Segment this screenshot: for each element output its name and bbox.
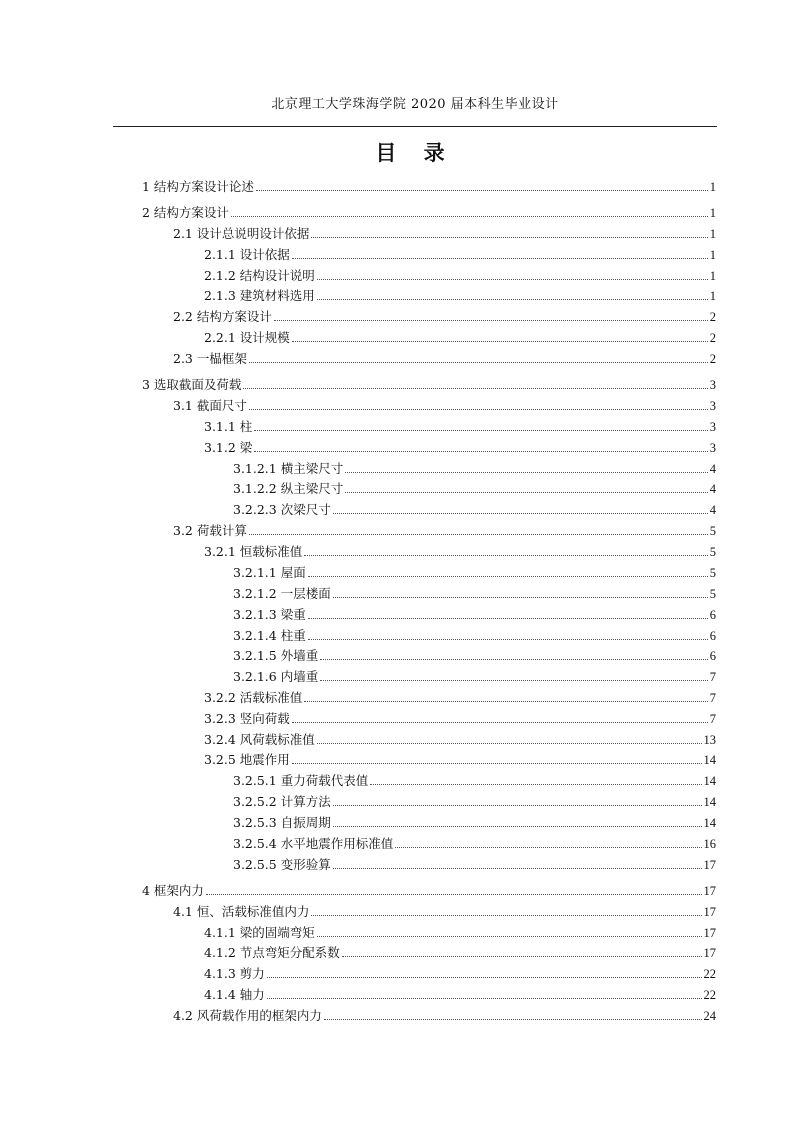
toc-entry-label: 3.1.2.2 纵主梁尺寸 (233, 481, 344, 496)
toc-entry[interactable] (233, 648, 716, 664)
toc-entry-page: 2 (709, 352, 716, 366)
toc-entry[interactable] (204, 268, 716, 284)
toc-entry-label: 3.2.3 竖向荷载 (204, 711, 290, 726)
dot-leader (254, 430, 707, 431)
toc-entry[interactable] (204, 330, 716, 346)
dot-leader (320, 680, 708, 681)
dot-leader (333, 597, 708, 598)
toc-entry[interactable] (204, 987, 716, 1003)
dot-leader (274, 320, 708, 321)
dot-leader (267, 977, 702, 978)
dot-leader (311, 237, 707, 238)
dot-leader (395, 847, 701, 848)
toc-entry-label: 2.2.1 设计规模 (204, 330, 290, 345)
toc-entry[interactable] (173, 351, 716, 367)
toc-entry-page: 7 (709, 712, 716, 726)
toc-entry-label: 3.2.4 风荷载标准值 (204, 732, 315, 747)
toc-entry-page: 1 (709, 206, 716, 220)
toc-entry-page: 5 (709, 545, 716, 559)
toc-entry-label: 3.1.2 梁 (204, 440, 253, 455)
toc-entry-page: 1 (709, 289, 716, 303)
toc-entry-label: 3.2.2.3 次梁尺寸 (233, 502, 331, 517)
toc-entry-page: 22 (703, 967, 716, 981)
toc-entry[interactable] (233, 836, 716, 852)
dot-leader (304, 555, 707, 556)
toc-entry-page: 6 (709, 629, 716, 643)
toc-entry[interactable] (204, 440, 716, 456)
toc-entry-label: 3.2.1.6 内墙重 (233, 669, 319, 684)
toc-entry-page: 17 (703, 946, 716, 960)
dot-leader (249, 362, 708, 363)
dot-leader (231, 216, 708, 217)
toc-entry-label: 3.2.5.2 计算方法 (233, 794, 331, 809)
toc-entry-label: 4.1.3 剪力 (204, 966, 265, 981)
toc-entry-page: 2 (709, 331, 716, 345)
toc-entry[interactable] (142, 883, 716, 899)
dot-leader (206, 894, 702, 895)
toc-entry-page: 22 (703, 988, 716, 1002)
toc-entry[interactable] (233, 815, 716, 831)
dot-leader (243, 388, 707, 389)
dot-leader (342, 956, 702, 957)
dot-leader (304, 701, 707, 702)
toc-entry[interactable] (233, 461, 716, 477)
toc-entry-label: 3.1.1 柱 (204, 419, 253, 434)
toc-entry[interactable] (142, 377, 716, 393)
toc-entry[interactable] (233, 669, 716, 685)
toc-entry-page: 17 (703, 858, 716, 872)
toc-entry-page: 4 (709, 482, 716, 496)
dot-leader (345, 492, 708, 493)
dot-leader (308, 639, 708, 640)
toc-entry-label: 3.2.5.4 水平地震作用标准值 (233, 836, 394, 851)
toc-entry[interactable] (233, 565, 716, 581)
toc-entry[interactable] (173, 1008, 716, 1024)
toc-entry-page: 6 (709, 649, 716, 663)
dot-leader (249, 409, 708, 410)
dot-leader (292, 341, 708, 342)
toc-entry-page: 4 (709, 503, 716, 517)
dot-leader (333, 868, 702, 869)
toc-entry[interactable] (233, 794, 716, 810)
toc-entry[interactable] (173, 309, 716, 325)
toc-entry-page: 3 (709, 420, 716, 434)
dot-leader (317, 743, 702, 744)
toc-entry[interactable] (204, 247, 716, 263)
toc-entry-page: 1 (709, 180, 716, 194)
toc-entry-label: 3.2.1.2 一层楼面 (233, 586, 331, 601)
dot-leader (267, 998, 702, 999)
dot-leader (317, 936, 702, 937)
toc-entry-label: 4.1.2 节点弯矩分配系数 (204, 945, 340, 960)
dot-leader (254, 451, 707, 452)
toc-entry-label: 1 结构方案设计论述 (142, 179, 254, 194)
dot-leader (292, 258, 708, 259)
toc-entry[interactable] (173, 904, 716, 920)
dot-leader (249, 534, 708, 535)
toc-entry[interactable] (142, 179, 716, 195)
dot-leader (308, 576, 708, 577)
toc-entry-page: 5 (709, 524, 716, 538)
toc-entry-label: 3.1 截面尺寸 (173, 398, 247, 413)
dot-leader (370, 784, 701, 785)
toc-entry-page: 14 (703, 774, 716, 788)
toc-entry[interactable] (173, 523, 716, 539)
toc-entry-label: 3 选取截面及荷载 (142, 377, 242, 392)
toc-entry-label: 3.2.1.5 外墙重 (233, 648, 319, 663)
toc-entry-page: 3 (709, 441, 716, 455)
toc-entry-label: 3.2 荷载计算 (173, 523, 247, 538)
header-rule (113, 126, 717, 127)
toc-entry-label: 2.3 一榀框架 (173, 351, 247, 366)
toc-entry-label: 3.1.2.1 横主梁尺寸 (233, 461, 344, 476)
toc-entry-page: 1 (709, 227, 716, 241)
toc-entry-page: 13 (703, 733, 716, 747)
toc-entry-page: 14 (703, 753, 716, 767)
toc-entry[interactable] (204, 925, 716, 941)
toc-entry-label: 3.2.1.3 梁重 (233, 607, 306, 622)
toc-entry[interactable] (233, 773, 716, 789)
toc-entry[interactable] (204, 732, 716, 748)
toc-entry[interactable] (204, 966, 716, 982)
toc-entry-label: 2.1.3 建筑材料选用 (204, 288, 315, 303)
toc-entry-page: 6 (709, 608, 716, 622)
toc-entry[interactable] (142, 205, 716, 221)
toc-entry-page: 1 (709, 269, 716, 283)
toc-entry-page: 1 (709, 248, 716, 262)
toc-entry-label: 3.2.5.5 变形验算 (233, 857, 331, 872)
dot-leader (317, 299, 708, 300)
dot-leader (333, 826, 702, 827)
dot-leader (320, 659, 708, 660)
toc-entry-page: 5 (709, 566, 716, 580)
toc-entry-label: 3.2.5 地震作用 (204, 752, 290, 767)
toc-entry-page: 17 (703, 884, 716, 898)
dot-leader (333, 805, 702, 806)
toc-entry-label: 4.2 风荷载作用的框架内力 (173, 1008, 322, 1023)
dot-leader (345, 472, 708, 473)
dot-leader (311, 915, 701, 916)
toc-entry-page: 4 (709, 462, 716, 476)
dot-leader (292, 763, 702, 764)
toc-entry-label: 4.1.1 梁的固端弯矩 (204, 925, 315, 940)
dot-leader (308, 618, 708, 619)
toc-entry[interactable] (204, 544, 716, 560)
toc-entry-page: 24 (703, 1009, 716, 1023)
toc-entry[interactable] (204, 690, 716, 706)
toc-entry-label: 2.1.1 设计依据 (204, 247, 290, 262)
toc-entry-page: 17 (703, 926, 716, 940)
toc-entry[interactable] (233, 857, 716, 873)
toc-entry-page: 14 (703, 816, 716, 830)
toc-entry[interactable] (204, 945, 716, 961)
toc-entry-label: 4.1 恒、活载标准值内力 (173, 904, 310, 919)
toc-entry-label: 3.2.2 活载标准值 (204, 690, 303, 705)
toc-entry[interactable] (173, 226, 716, 242)
toc-entry-label: 3.2.1 恒载标准值 (204, 544, 303, 559)
toc-entry[interactable] (233, 586, 716, 602)
toc-entry-label: 3.2.5.3 自振周期 (233, 815, 331, 830)
toc-entry-page: 16 (703, 837, 716, 851)
dot-leader (256, 190, 708, 191)
toc-entry-label: 2.2 结构方案设计 (173, 309, 272, 324)
toc-title: 目 录 (375, 140, 455, 165)
toc-entry-label: 3.2.5.1 重力荷载代表值 (233, 773, 369, 788)
dot-leader (292, 722, 708, 723)
toc-entry[interactable] (204, 752, 716, 768)
toc-entry[interactable] (233, 628, 716, 644)
toc-entry[interactable] (173, 398, 716, 414)
toc-entry[interactable] (233, 502, 716, 518)
dot-leader (324, 1019, 702, 1020)
toc-entry-label: 3.2.1.4 柱重 (233, 628, 306, 643)
toc-entry-label: 2.1.2 结构设计说明 (204, 268, 315, 283)
toc-entry[interactable] (204, 419, 716, 435)
toc-entry-page: 2 (709, 310, 716, 324)
toc-entry-page: 17 (703, 905, 716, 919)
toc-entry-label: 2.1 设计总说明设计依据 (173, 226, 310, 241)
toc-entry-page: 3 (709, 378, 716, 392)
toc-entry-page: 7 (709, 691, 716, 705)
toc-entry-label: 3.2.1.1 屋面 (233, 565, 306, 580)
toc-entry-page: 3 (709, 399, 716, 413)
dot-leader (333, 513, 708, 514)
toc-entry-label: 4.1.4 轴力 (204, 987, 265, 1002)
toc-entry[interactable] (233, 481, 716, 497)
toc-entry-page: 14 (703, 795, 716, 809)
toc-entry[interactable] (204, 711, 716, 727)
toc-entry-page: 5 (709, 587, 716, 601)
toc-entry[interactable] (204, 288, 716, 304)
toc-entry-label: 2 结构方案设计 (142, 205, 229, 220)
toc-entry-page: 7 (709, 670, 716, 684)
toc-entry-label: 4 框架内力 (142, 883, 204, 898)
page-header: 北京理工大学珠海学院 2020 届本科生毕业设计 (271, 97, 559, 112)
dot-leader (317, 279, 708, 280)
toc-entry[interactable] (233, 607, 716, 623)
